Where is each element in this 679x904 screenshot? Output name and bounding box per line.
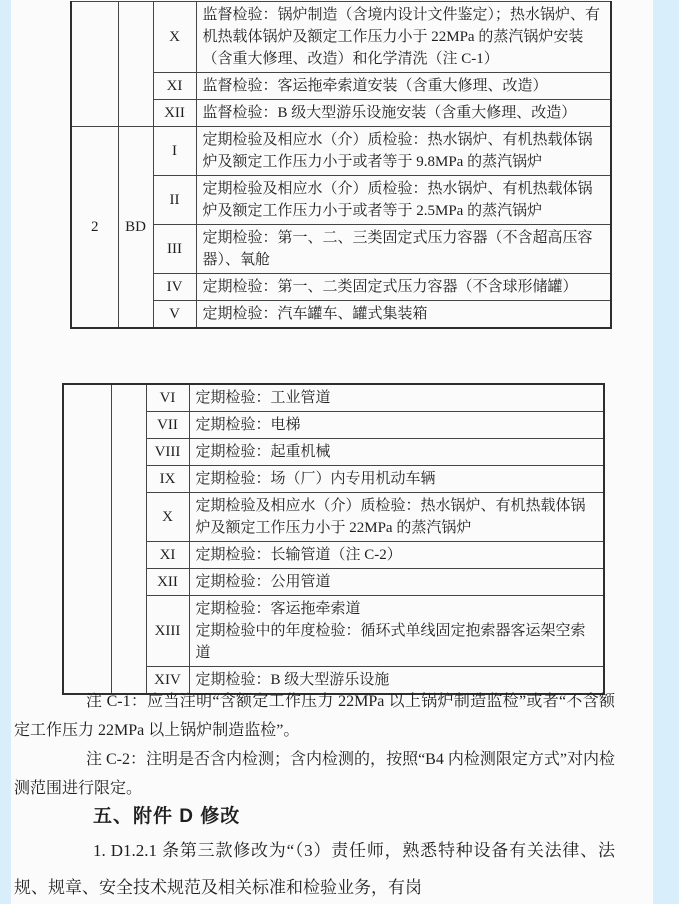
row-description-cell: 定期检验：B 级大型游乐设施 xyxy=(189,667,604,695)
row-description-cell xyxy=(189,596,604,667)
inspection-scope-table-upper xyxy=(70,1,612,329)
left-margin-strip xyxy=(0,0,11,904)
row-number-cell: XII xyxy=(153,100,196,127)
table-row xyxy=(63,384,604,412)
right-margin-strip xyxy=(653,0,679,904)
sequence-cell: 2 xyxy=(71,127,118,329)
footnotes xyxy=(14,687,615,803)
row-number-cell: III xyxy=(153,225,196,274)
description-line: 定期检验中的年度检验：循环式单线固定抱索器客运架空索道 xyxy=(195,623,586,661)
section-heading: 五、附件 D 修改 xyxy=(93,806,241,827)
row-description-cell: 定期检验及相应水（介）质检验：热水锅炉、有机热载体锅炉及额定工作压力小于或者等于 9.8MPa 的蒸汽锅炉 xyxy=(196,127,611,176)
sequence-cell xyxy=(71,2,118,127)
row-description-cell: 监督检验：锅炉制造（含境内设计文件鉴定）；热水锅炉、有机热载体锅炉及额定工作压力小于 22MPa 的蒸汽锅炉安装（含重大修理、改造）和化学清洗（注 C-1） xyxy=(196,2,611,73)
inspection-scope-table-lower xyxy=(62,383,605,695)
note-c2: 注 C-2：注明是否含内检测；含内检测的，按照“B4 内检测限定方式”对内检测范围进行限定。 xyxy=(14,751,615,797)
row-description-cell: 定期检验：第一、二、三类固定式压力容器（不含超高压容器）、氧舱 xyxy=(196,225,611,274)
row-description-cell: 定期检验：工业管道 xyxy=(189,384,604,412)
row-number-cell: XI xyxy=(153,73,196,100)
row-number-cell: XI xyxy=(146,542,189,569)
row-description-cell: 定期检验：汽车罐车、罐式集装箱 xyxy=(196,301,611,329)
row-description-cell: 定期检验：公用管道 xyxy=(189,569,604,596)
row-number-cell: VII xyxy=(146,412,189,439)
row-description-cell: 定期检验及相应水（介）质检验：热水锅炉、有机热载体锅炉及额定工作压力小于或者等于 2.5MPa 的蒸汽锅炉 xyxy=(196,176,611,225)
row-number-cell: IX xyxy=(146,466,189,493)
body-paragraph: 1. D1.2.1 条第三款修改为“（3）责任师，熟悉特种设备有关法律、法规、规章、安全技术规范及相关标准和检验业务，有岗 xyxy=(14,841,615,897)
row-description-cell: 定期检验：第一、二类固定式压力容器（不含球形储罐） xyxy=(196,274,611,301)
note-c1: 注 C-1：应当注明“含额定工作压力 22MPa 以上锅炉制造监检”或者“不含额定工作压力 22MPa 以上锅炉制造监检”。 xyxy=(14,693,615,739)
row-number-cell: XIII xyxy=(146,596,189,667)
row-description-cell: 定期检验：场（厂）内专用机动车辆 xyxy=(189,466,604,493)
sequence-cell xyxy=(63,384,111,694)
row-number-cell: VI xyxy=(146,384,189,412)
row-number-cell: VIII xyxy=(146,439,189,466)
row-number-cell: I xyxy=(153,127,196,176)
row-number-cell: II xyxy=(153,176,196,225)
row-number-cell: XIV xyxy=(146,667,189,695)
row-number-cell: V xyxy=(153,301,196,329)
row-number-cell: X xyxy=(153,2,196,73)
row-description-cell: 定期检验：电梯 xyxy=(189,412,604,439)
code-cell xyxy=(118,2,153,127)
row-description-cell: 监督检验：B 级大型游乐设施安装（含重大修理、改造） xyxy=(196,100,611,127)
description-line: 定期检验：客运拖牵索道 xyxy=(195,601,361,617)
row-number-cell: XII xyxy=(146,569,189,596)
table-row xyxy=(71,127,611,176)
row-description-cell: 定期检验及相应水（介）质检验：热水锅炉、有机热载体锅炉及额定工作压力小于 22MPa 的蒸汽锅炉 xyxy=(189,493,604,542)
row-description-cell: 定期检验：长输管道（注 C-2） xyxy=(189,542,604,569)
row-number-cell: X xyxy=(146,493,189,542)
row-description-cell: 监督检验：客运拖牵索道安装（含重大修理、改造） xyxy=(196,73,611,100)
table-row xyxy=(71,2,611,73)
code-cell: BD xyxy=(118,127,153,329)
row-description-cell: 定期检验：起重机械 xyxy=(189,439,604,466)
row-number-cell: IV xyxy=(153,274,196,301)
code-cell xyxy=(111,384,146,694)
